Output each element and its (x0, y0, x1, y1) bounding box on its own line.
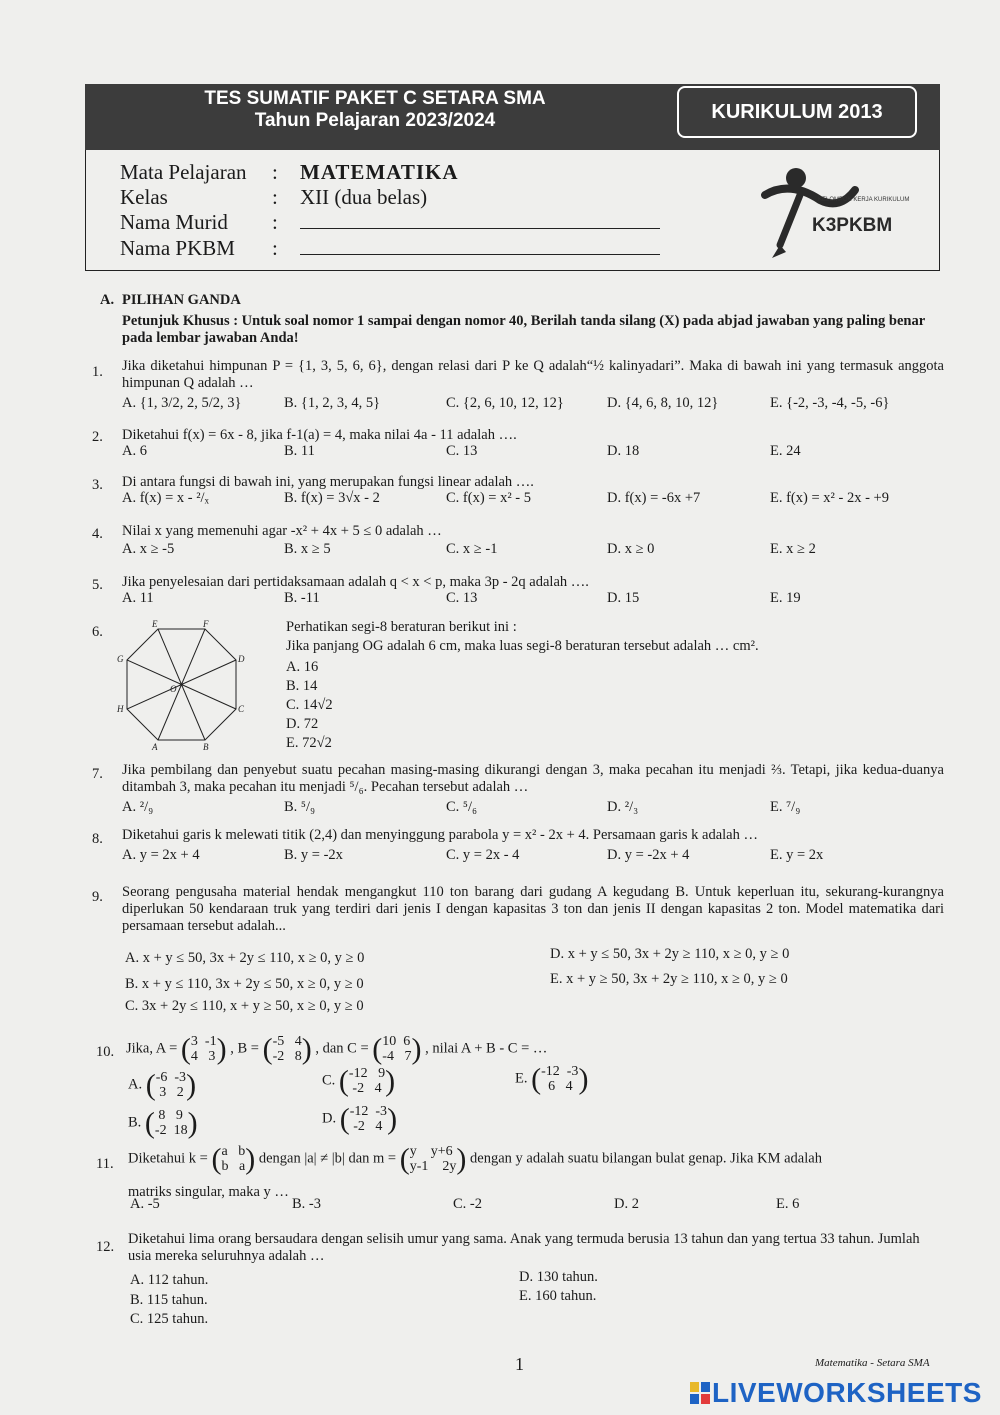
matrix-row: 3 -1 (190, 1034, 217, 1049)
vertex-label: A (152, 742, 158, 752)
matrix-k (221, 1144, 245, 1174)
text-c: dengan y adalah suatu bilangan bulat genap. Jika KM adalah (470, 1150, 822, 1167)
matrix-row: 8 9 (154, 1108, 183, 1123)
option-a[interactable]: A. y = 2x + 4 (122, 847, 200, 863)
option-d[interactable]: D. ²/₃ (607, 799, 639, 815)
option-e[interactable]: E. y = 2x (770, 847, 824, 863)
question-text: Jika diketahui himpunan P = {1, 3, 5, 6, 6}, dengan relasi dari P ke Q adalah“½ kalinyadari”. Maka di bawah ini yang termasuk anggota himpunan Q adalah … (122, 358, 944, 391)
matrix-row: 6 4 (541, 1079, 573, 1094)
student-label: Nama Murid (120, 210, 228, 234)
matrix (349, 1066, 385, 1096)
matrix-row: -12 -3 (541, 1064, 579, 1079)
matrix-row: -12 -3 (349, 1104, 388, 1119)
vertex-label: E (152, 620, 158, 629)
colon: : (272, 236, 278, 260)
vertex-label: D (238, 654, 245, 664)
option-c[interactable]: C. 13 (446, 443, 478, 459)
question-number: 12. (96, 1239, 115, 1255)
question-text-line2: Jika panjang OG adalah 6 cm, maka luas segi-8 beraturan tersebut adalah … cm². (286, 638, 759, 654)
question-text: Diketahui garis k melewati titik (2,4) dan menyinggung parabola y = x² - 2x + 4. Persamaan garis k adalah … (122, 827, 758, 843)
option-d[interactable]: D. y = -2x + 4 (607, 847, 690, 863)
paren-right: ) (411, 1032, 422, 1066)
matrix-row: a b (221, 1144, 246, 1159)
question-number: 3. (92, 477, 103, 493)
paren-left: ( (144, 1106, 155, 1140)
matrix-b (273, 1034, 302, 1064)
option-e[interactable]: E. 19 (770, 590, 801, 606)
matrix-a (191, 1034, 217, 1064)
text-a: Jika, A = (126, 1040, 178, 1057)
paren-right: ) (387, 1102, 398, 1136)
student-name-field[interactable] (300, 228, 660, 229)
option-a[interactable]: A. -5 (130, 1196, 160, 1212)
question-text (128, 1144, 822, 1174)
option-a[interactable]: A. 6 (122, 443, 147, 459)
question-number: 4. (92, 526, 103, 542)
option-d[interactable]: D. 15 (607, 590, 640, 606)
option-c[interactable]: C. 3x + 2y ≤ 110, x + y ≥ 50, x ≥ 0, y ≥ 0 (125, 998, 364, 1014)
matrix (156, 1070, 186, 1100)
option-b[interactable]: B. 14 (286, 678, 318, 694)
option-b[interactable]: B. x ≥ 5 (284, 541, 331, 557)
liveworksheets-logo-icon (690, 1382, 710, 1404)
paren-right: ) (456, 1142, 467, 1176)
class-label: Kelas (120, 185, 168, 209)
option-d[interactable]: D. 130 tahun. (519, 1269, 598, 1285)
logo-name: K3PKBM (812, 215, 893, 236)
matrix-row: -2 8 (272, 1049, 302, 1064)
question-text: Di antara fungsi di bawah ini, yang merupakan fungsi linear adalah …. (122, 474, 534, 490)
question-text: Seorang pengusaha material hendak mengangkut 110 ton barang dari gudang A kegudang B. Untuk keperluan itu, sekurang-kurangnya diperlukan 50 kendaraan truk yang terdiri dari jenis I dengan kapasitas 3 ton dan jenis II dengan kapasitas 2 ton. Model matematika dari persamaan tersebut adalah... (122, 884, 944, 934)
option-c[interactable]: C. 13 (446, 590, 478, 606)
matrix-row: b a (221, 1159, 246, 1174)
option-e[interactable] (515, 1064, 588, 1094)
liveworksheets-brand[interactable]: LIVEWORKSHEETS (712, 1377, 982, 1408)
option-a[interactable]: A. 16 (286, 659, 319, 675)
question-number: 6. (92, 624, 103, 640)
question-text: Diketahui f(x) = 6x - 8, jika f-1(a) = 4, maka nilai 4a - 11 adalah …. (122, 427, 517, 443)
question-number: 2. (92, 429, 103, 445)
pkbm-name-field[interactable] (300, 254, 660, 255)
paren-left: ( (211, 1142, 222, 1176)
question-text-cont: matriks singular, maka y … (128, 1184, 289, 1200)
option-b[interactable]: B. 115 tahun. (130, 1292, 208, 1308)
question-text (126, 1034, 547, 1064)
paren-left: ( (531, 1062, 542, 1096)
exam-title (85, 88, 665, 132)
paren-left: ( (339, 1102, 350, 1136)
text-c: , dan C = (315, 1040, 369, 1057)
option-e[interactable]: E. 24 (770, 443, 801, 459)
question-number: 8. (92, 831, 103, 847)
option-a[interactable] (128, 1070, 196, 1100)
matrix (350, 1104, 387, 1134)
option-d[interactable]: D. x ≥ 0 (607, 541, 655, 557)
question-text-line1: Perhatikan segi-8 beraturan berikut ini : (286, 619, 517, 635)
matrix-c (382, 1034, 411, 1064)
matrix-m (410, 1144, 457, 1174)
option-e[interactable]: E. {-2, -3, -4, -5, -6} (770, 395, 890, 411)
option-e[interactable]: E. ⁷/₉ (770, 799, 801, 815)
colon: : (272, 210, 278, 234)
option-b[interactable]: B. {1, 2, 3, 4, 5} (284, 395, 381, 411)
matrix-row: y-1 2y (409, 1159, 457, 1174)
k3pkbm-logo-icon (760, 160, 930, 260)
vertex-label: B (203, 742, 209, 752)
colon: : (272, 160, 278, 184)
matrix-row: -4 7 (382, 1049, 412, 1064)
question-text: Jika penyelesaian dari pertidaksamaan adalah q < x < p, maka 3p - 2q adalah …. (122, 574, 589, 590)
matrix (155, 1108, 188, 1138)
option-a[interactable]: A. x + y ≤ 50, 3x + 2y ≤ 110, x ≥ 0, y ≥ 0 (125, 950, 365, 966)
matrix-row: 10 6 (382, 1034, 411, 1049)
vertex-label: G (117, 654, 124, 664)
option-b[interactable]: B. ⁵/₉ (284, 799, 316, 815)
logo-tagline: KELOMPOK KERJA KURIKULUM (818, 197, 910, 203)
paren-right: ) (245, 1142, 256, 1176)
option-d[interactable]: D. f(x) = -6x +7 (607, 490, 701, 506)
option-b[interactable]: B. x + y ≤ 110, 3x + 2y ≤ 50, x ≥ 0, y ≥ 0 (125, 976, 364, 992)
curriculum-badge: KURIKULUM 2013 (677, 86, 917, 138)
paren-left: ( (372, 1032, 383, 1066)
vertex-label: H (117, 704, 124, 714)
option-c[interactable]: C. -2 (453, 1196, 482, 1212)
exam-title-line2: Tahun Pelajaran 2023/2024 (254, 110, 496, 131)
section-title: PILIHAN GANDA (122, 292, 241, 308)
class-value: XII (dua belas) (300, 185, 428, 209)
text-b: dengan |a| ≠ |b| dan m = (258, 1150, 397, 1167)
option-label: C. (322, 1072, 336, 1089)
option-a[interactable]: A. 11 (122, 590, 154, 606)
matrix-row: -6 -3 (155, 1070, 187, 1085)
matrix-row: 3 2 (155, 1085, 184, 1100)
option-label: D. (322, 1110, 337, 1127)
option-a[interactable]: A. x ≥ -5 (122, 541, 175, 557)
matrix-row: -12 9 (348, 1066, 386, 1081)
octagon-figure (112, 620, 252, 755)
option-a[interactable]: A. f(x) = x - ²/ₓ (122, 490, 209, 506)
section-instruction: Petunjuk Khusus : Untuk soal nomor 1 sampai dengan nomor 40, Berilah tanda silang (X) pada abjad jawaban yang paling benar pada lembar jawaban Anda! (122, 313, 925, 346)
option-e[interactable]: E. 72√2 (286, 735, 332, 751)
paren-left: ( (145, 1068, 156, 1102)
paren-left: ( (262, 1032, 273, 1066)
option-c[interactable]: C. ⁵/₆ (446, 799, 478, 815)
matrix-row: -2 4 (349, 1119, 383, 1134)
option-c[interactable] (322, 1066, 395, 1096)
subject-label: Mata Pelajaran (120, 160, 247, 184)
question-text: Nilai x yang memenuhi agar -x² + 4x + 5 ≤ 0 adalah … (122, 523, 442, 539)
option-b[interactable]: B. -11 (284, 590, 320, 606)
option-c[interactable]: C. y = 2x - 4 (446, 847, 520, 863)
paren-right: ) (187, 1106, 198, 1140)
option-d[interactable] (322, 1104, 397, 1134)
option-e[interactable]: E. 6 (776, 1196, 800, 1212)
matrix-row: 4 3 (190, 1049, 216, 1064)
option-d[interactable]: D. 72 (286, 716, 319, 732)
option-b[interactable]: B. 11 (284, 443, 315, 459)
option-c[interactable]: C. 14√2 (286, 697, 333, 713)
question-text: Jika pembilang dan penyebut suatu pecahan masing-masing dikurangi dengan 3, maka pecahan itu menjadi ⅔. Tetapi, jika kedua-duanya ditambah 3, maka pecahan itu menjadi ⁵/₆. Pecahan tersebut adalah … (122, 762, 944, 795)
option-c[interactable]: C. 125 tahun. (130, 1311, 209, 1327)
question-number: 9. (92, 889, 103, 905)
center-label: O (170, 684, 177, 694)
paren-right: ) (578, 1062, 589, 1096)
option-b[interactable]: B. y = -2x (284, 847, 343, 863)
paren-right: ) (301, 1032, 312, 1066)
option-d[interactable]: D. x + y ≤ 50, 3x + 2y ≥ 110, x ≥ 0, y ≥ 0 (550, 946, 790, 962)
vertex-label: F (203, 620, 209, 629)
question-number: 10. (96, 1044, 115, 1060)
matrix (541, 1064, 578, 1094)
paren-left: ( (399, 1142, 410, 1176)
question-number: 11. (96, 1156, 114, 1172)
option-b[interactable]: B. f(x) = 3√x - 2 (284, 490, 380, 506)
matrix-row: -2 18 (154, 1123, 188, 1138)
option-a[interactable]: A. {1, 3/2, 2, 5/2, 3} (122, 395, 242, 411)
option-c[interactable]: C. {2, 6, 10, 12, 12} (446, 395, 564, 411)
option-b[interactable]: B. -3 (292, 1196, 321, 1212)
matrix-row: -2 4 (348, 1081, 382, 1096)
option-e[interactable]: E. f(x) = x² - 2x - +9 (770, 490, 889, 506)
text-b: , B = (230, 1040, 259, 1057)
option-c[interactable]: C. x ≥ -1 (446, 541, 498, 557)
question-number: 5. (92, 577, 103, 593)
option-e[interactable]: E. x + y ≥ 50, 3x + 2y ≥ 110, x ≥ 0, y ≥ 0 (550, 971, 788, 987)
option-d[interactable]: D. {4, 6, 8, 10, 12} (607, 395, 719, 411)
subject-value: MATEMATIKA (300, 160, 459, 184)
option-c[interactable]: C. f(x) = x² - 5 (446, 490, 532, 506)
option-e[interactable]: E. x ≥ 2 (770, 541, 816, 557)
question-text: Diketahui lima orang bersaudara dengan selisih umur yang sama. Anak yang termuda berusia 13 tahun dan yang tertua 33 tahun. Jumlah usia mereka seluruhnya adalah … (128, 1231, 920, 1264)
question-number: 1. (92, 364, 103, 380)
matrix-row: -5 4 (272, 1034, 302, 1049)
paren-right: ) (385, 1064, 396, 1098)
exam-title-line1: TES SUMATIF PAKET C SETARA SMA (204, 88, 546, 109)
question-number: 7. (92, 766, 103, 782)
option-b[interactable] (128, 1108, 198, 1138)
option-d[interactable]: D. 18 (607, 443, 640, 459)
page-number: 1 (515, 1354, 524, 1374)
paren-right: ) (216, 1032, 227, 1066)
paren-right: ) (186, 1068, 197, 1102)
section-letter: A. (100, 292, 115, 308)
text-a: Diketahui k = (128, 1150, 208, 1167)
option-label: A. (128, 1076, 143, 1093)
text-d: , nilai A + B - C = … (425, 1040, 548, 1057)
option-a[interactable]: A. ²/₉ (122, 799, 154, 815)
footer-subject: Matematika - Setara SMA (815, 1357, 930, 1369)
option-d[interactable]: D. 2 (614, 1196, 639, 1212)
pkbm-label: Nama PKBM (120, 236, 235, 260)
option-e[interactable]: E. 160 tahun. (519, 1288, 597, 1304)
paren-left: ( (180, 1032, 191, 1066)
matrix-row: y y+6 (409, 1144, 453, 1159)
vertex-label: C (238, 704, 245, 714)
option-a[interactable]: A. 112 tahun. (130, 1272, 209, 1288)
paren-left: ( (338, 1064, 349, 1098)
option-label: B. (128, 1114, 142, 1131)
option-label: E. (515, 1070, 528, 1087)
colon: : (272, 185, 278, 209)
